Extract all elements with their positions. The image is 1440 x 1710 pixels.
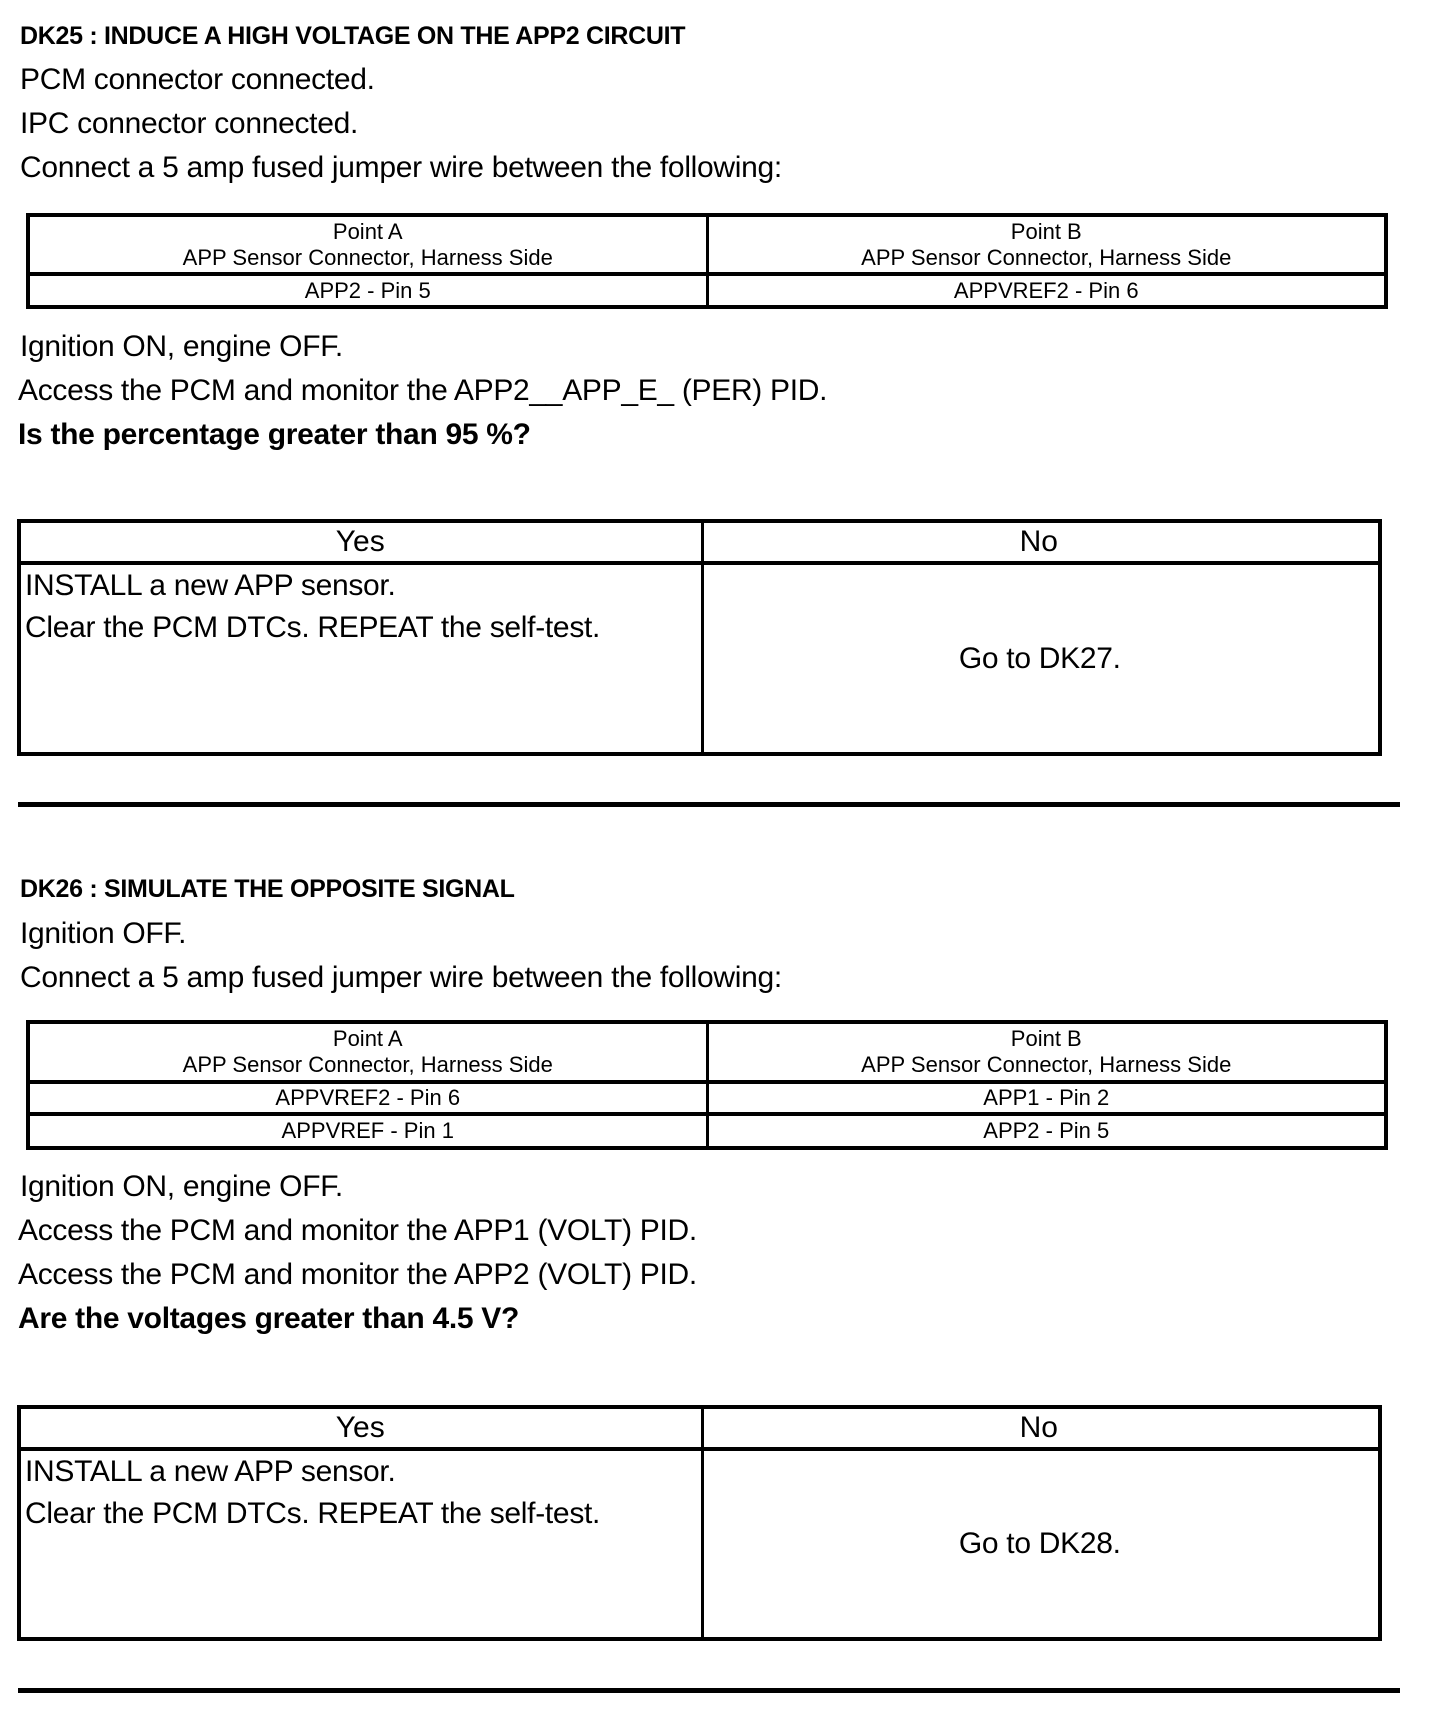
section-divider [18, 1688, 1400, 1693]
point-a-title: Point A [332, 1026, 403, 1051]
point-a-cell: APPVREF2 - Pin 6 [30, 1084, 709, 1112]
result-table-body [21, 565, 1378, 752]
result-table [17, 519, 1382, 756]
connection-table [26, 1020, 1388, 1150]
section-heading: DK26 : SIMULATE THE OPPOSITE SIGNAL [20, 875, 515, 903]
point-b-header [709, 1024, 1385, 1080]
yes-cell [21, 1451, 702, 1637]
instruction-line: Ignition ON, engine OFF. [20, 330, 343, 363]
yes-action-line: Clear the PCM DTCs. REPEAT the self-test. [25, 611, 601, 644]
instruction-line: PCM connector connected. [20, 63, 375, 96]
no-header: No [1019, 525, 1058, 558]
instruction-line: Access the PCM and monitor the APP2 (VOLT) PID. [18, 1258, 697, 1291]
result-table-body [21, 1451, 1378, 1637]
no-cell: Go to DK28. [958, 1527, 1121, 1560]
instruction-line: Ignition ON, engine OFF. [20, 1170, 343, 1203]
point-b-header [709, 217, 1385, 272]
point-b-cell: APPVREF2 - Pin 6 [953, 277, 1139, 303]
yes-action-line: INSTALL a new APP sensor. [25, 569, 396, 602]
result-table-header [21, 523, 1378, 565]
yes-header: Yes [335, 1411, 385, 1444]
point-a-subtitle: APP Sensor Connector, Harness Side [182, 244, 553, 270]
yes-action-line: INSTALL a new APP sensor. [25, 1455, 396, 1488]
point-a-cell: APPVREF - Pin 1 [30, 1116, 709, 1146]
point-b-subtitle: APP Sensor Connector, Harness Side [861, 244, 1232, 270]
instruction-line: Access the PCM and monitor the APP1 (VOLT) PID. [18, 1214, 697, 1247]
instruction-line: Connect a 5 amp fused jumper wire between the following: [20, 961, 782, 994]
yes-action-line: Clear the PCM DTCs. REPEAT the self-test. [25, 1497, 601, 1530]
point-b-cell: APP2 - Pin 5 [983, 1118, 1110, 1143]
instruction-line: IPC connector connected. [20, 107, 359, 140]
point-a-header [30, 1024, 709, 1080]
section-heading: DK25 : INDUCE A HIGH VOLTAGE ON THE APP2 CIRCUIT [20, 22, 686, 50]
no-cell: Go to DK27. [958, 641, 1121, 675]
yes-cell [21, 565, 702, 752]
point-b-title: Point B [1010, 218, 1082, 244]
connection-table [26, 213, 1388, 309]
connection-table-header [30, 217, 1384, 272]
table-row [30, 1116, 1384, 1146]
point-b-subtitle: APP Sensor Connector, Harness Side [861, 1052, 1232, 1077]
point-b-cell: APP1 - Pin 2 [983, 1085, 1110, 1110]
section-divider [18, 802, 1400, 807]
table-row [30, 276, 1384, 305]
result-table-header [21, 1409, 1378, 1451]
point-a-subtitle: APP Sensor Connector, Harness Side [182, 1052, 553, 1077]
point-a-title: Point A [332, 218, 403, 244]
point-a-header [30, 217, 709, 272]
instruction-line: Access the PCM and monitor the APP2__APP_E_ (PER) PID. [18, 374, 828, 407]
yes-header: Yes [335, 525, 385, 558]
result-table [17, 1405, 1382, 1641]
instruction-line: Connect a 5 amp fused jumper wire between the following: [20, 151, 782, 184]
question: Are the voltages greater than 4.5 V? [18, 1302, 520, 1335]
point-a-cell: APP2 - Pin 5 [30, 276, 709, 305]
instruction-line: Ignition OFF. [20, 917, 187, 950]
point-b-title: Point B [1010, 1026, 1082, 1051]
no-header: No [1019, 1411, 1058, 1444]
connection-table-header [30, 1024, 1384, 1080]
question: Is the percentage greater than 95 %? [18, 418, 531, 451]
table-row [30, 1084, 1384, 1112]
